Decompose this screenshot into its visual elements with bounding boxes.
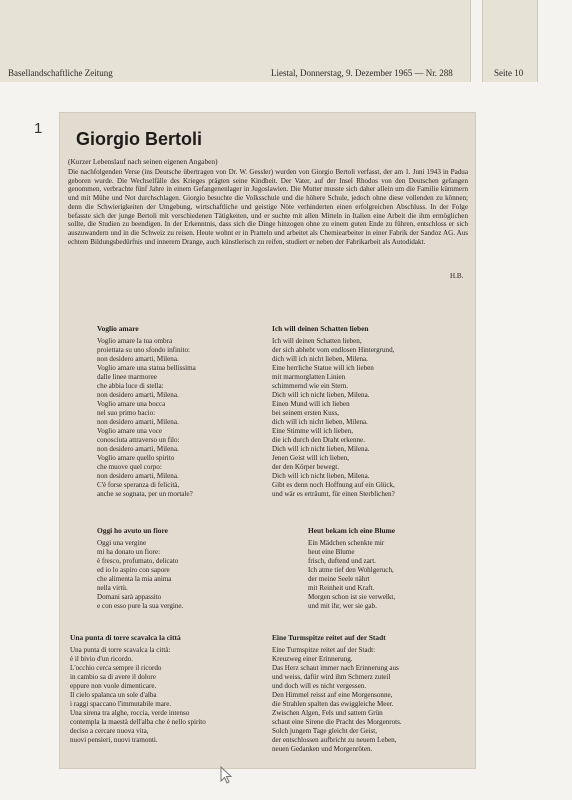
- poem-line: proiettata su uno sfondo infinito:: [97, 346, 190, 354]
- poem-line: non desidero amarti, Milena.: [97, 391, 179, 399]
- poem-line: schaut eine Sirene die Pracht des Morgenrots.: [272, 718, 402, 726]
- poem-line: frisch, duftend und zart.: [308, 557, 376, 565]
- poem-line: Una sirena tra alghe, roccia, verde intenso: [70, 709, 190, 717]
- poem-line: che alimenta la mia anima: [97, 575, 172, 583]
- poem-line: in cambio sa di avere il dolore: [70, 673, 156, 681]
- poem-line: mi ha donato un fiore:: [97, 548, 161, 556]
- mouse-cursor-icon: [220, 766, 234, 784]
- poem-line: mit marmorglatten Linien: [272, 373, 346, 381]
- poem-line: conosciuta attraverso un filo:: [97, 436, 180, 444]
- poem-line: Ich will deinen Schatten lieben,: [272, 337, 362, 345]
- poem-line: Eine Stimme will ich lieben,: [272, 427, 353, 435]
- poem-line: Voglio amare quello spirito: [97, 454, 175, 462]
- poem-line: Voglio amare la tua ombra: [97, 337, 173, 345]
- poem-line: Das Herz schaut immer nach Erinnerung aus: [272, 664, 399, 672]
- poem-line: che abbia luce di stella:: [97, 382, 164, 390]
- handwritten-page-number: 1: [34, 120, 43, 137]
- poem-line: L'occhio cerca sempre il ricordo: [70, 664, 162, 672]
- poem-line: nuovi pensieri, nuovi tramonti.: [70, 736, 158, 744]
- poem-line: C'è forse speranza di felicità,: [97, 481, 180, 489]
- poem-line: Jenen Geist will ich lieben,: [272, 454, 350, 462]
- poem-line: non desidero amarti, Milena.: [97, 445, 179, 453]
- poem-line: heut eine Blume: [308, 548, 355, 556]
- poem-line: und mit ihr, wer sie gab.: [308, 602, 377, 610]
- poem-body: [272, 337, 395, 499]
- poem-title: Heut bekam ich eine Blume: [308, 526, 396, 535]
- poem-line: Dich will ich nicht lieben, Milena.: [272, 391, 370, 399]
- poem-line: Dich will ich nicht lieben, Milena.: [272, 445, 370, 453]
- poem-line: Ich atme tief den Wohlgeruch,: [308, 566, 394, 574]
- poem-line: che muove quel corpo:: [97, 463, 162, 471]
- author-initials: H.B.: [450, 272, 464, 280]
- poem-line: schimmernd wie ein Stern.: [272, 382, 349, 390]
- biography-paragraph: Die nachfolgenden Verse (ins Deutsche übertragen von Dr. W. Gessler) wurden von Giorgio Bertoli verfasst, der am 1. Juni 1943 in Padua geboren wurde. Die Wechselfälle des Krieges prägten seine Kindheit. Der Vater, auf der Insel Rhodos von den Deutschen gefangen genommen, verbrachte fünf Jahre in einem Gefangenenlager in Jugoslawien. Die Mutter musste sich daher allein um die Familie kümmern und mit Mühe und Not durchschlagen. Giorgio besuchte die Volksschule und die höhere Schule, jedoch ohne diese vollenden zu können; denn die Schwierigkeiten der Umgebung, wirtschaftliche und geistige Nöte verhinderten einen erfolgreichen Abschluss. In der Folge befasste sich der junge Bertoli mit verschiedenen Tätigkeiten, und er suchte mit allen Mitteln in Italien eine Arbeit die ihm ermöglichen sollte, die Studien zu beendigen. In der Erkenntnis, dass sich die Dinge hinzogen ohne zu einem guten Ende zu führen, entschloss er sich auszuwandern und in die Schweiz zu reisen. Heute wohnt er in Pratteln und arbeitet als Chemiearbeiter in einer Fabrik der Sandoz AG. Aus echtem Bildungsbedürfnis und innerem Drange, auch künstlerisch zu reifen, studiert er neben der Fabrikarbeit als Autodidakt.: [68, 168, 468, 246]
- poem-line: und doch will es nicht vergessen.: [272, 682, 367, 690]
- poem-line: contempla la maestà dell'alba che è nello spirito: [70, 718, 206, 726]
- poem-line: Gibt es denn noch Hoffnung auf ein Glück,: [272, 481, 395, 489]
- poem-line: non desidero amarti, Milena.: [97, 355, 179, 363]
- newspaper-name: Basellandschaftliche Zeitung: [8, 68, 113, 78]
- poem-title: Ich will deinen Schatten lieben: [272, 324, 369, 333]
- poem-line: non desidero amarti, Milena.: [97, 472, 179, 480]
- poem-line: Voglio amare una voce: [97, 427, 163, 435]
- poem-line: die Strahlen spalten das ewiggleiche Meer.: [272, 700, 394, 708]
- poem-body: [272, 646, 402, 754]
- poem-line: e con esso pure la sua vergine.: [97, 602, 184, 610]
- poem-line: Voglio amare una statua bellissima: [97, 364, 196, 372]
- poem-line: Den Himmel reisst auf eine Morgensonne,: [272, 691, 393, 699]
- poem-title: Eine Turmspitze reitet auf der Stadt: [272, 633, 386, 642]
- poem-line: Solch jungem Tage gleicht der Geist,: [272, 727, 377, 735]
- poem-line: Einen Mund will ich lieben: [272, 400, 350, 408]
- poem-title: Voglio amare: [97, 324, 139, 333]
- poem-line: deciso a cercare nuova vita,: [70, 727, 149, 735]
- newspaper-dateline: Liestal, Donnerstag, 9. Dezember 1965 — Nr. 288: [271, 68, 453, 78]
- poem-line: mit Reinheit und Kraft.: [308, 584, 375, 592]
- poem-body: [70, 646, 206, 745]
- poem-title: Oggi ho avuto un fiore: [97, 526, 168, 535]
- poem-line: Domani sarà appassito: [97, 593, 162, 601]
- poem-line: Ein Mädchen schenkte mir: [308, 539, 385, 547]
- poem-line: und wär es erträumt, für einen Sterblichen?: [272, 490, 395, 498]
- poem-line: Morgen schon ist sie verwelkt,: [308, 593, 396, 601]
- poem-line: der meine Seele nährt: [308, 575, 370, 583]
- poem-line: die ich durch den Draht erkenne.: [272, 436, 365, 444]
- poem-line: anche se sognata, per un mortale?: [97, 490, 193, 498]
- poem-line: Eine Turmspitze reitet auf der Stadt:: [272, 646, 376, 654]
- poem-line: der sich abhebt vom endlosen Hintergrund,: [272, 346, 395, 354]
- poem-line: è fresco, profumato, delicato: [97, 557, 179, 565]
- poem-line: neuen Gedanken und Morgenröten.: [272, 745, 373, 753]
- clipping-subtitle: (Kurzer Lebenslauf nach seinen eigenen Angaben): [68, 157, 218, 166]
- poem-line: und weiss, dafür wird ihm Schmerz zuteil: [272, 673, 391, 681]
- poem-line: bei seinem ersten Kuss,: [272, 409, 339, 417]
- poem-line: non desidero amarti, Milena.: [97, 418, 179, 426]
- poem-title: Una punta di torre scavalca la città: [70, 633, 181, 642]
- clipping-title: Giorgio Bertoli: [76, 129, 202, 149]
- newspaper-page-label: Seite 10: [494, 68, 524, 78]
- poem-body: [97, 337, 196, 499]
- poem-line: dich will ich nicht lieben, Milena.: [272, 418, 368, 426]
- poem-line: nel suo primo bacio:: [97, 409, 156, 417]
- poem-line: ed io lo aspiro con sapore: [97, 566, 170, 574]
- poem-line: è il bivio d'un ricordo.: [70, 655, 133, 663]
- poem-line: dalle linee marmoree: [97, 373, 157, 381]
- poem-line: der den Körper bewegt.: [272, 463, 339, 471]
- poem-line: Oggi una vergine: [97, 539, 147, 547]
- poem-line: Eine herrliche Statue will ich lieben: [272, 364, 374, 372]
- poem-line: Il cielo spalanca un sole d'alba: [70, 691, 157, 699]
- poem-line: dich will ich nicht lieben, Milena.: [272, 355, 368, 363]
- poem-line: nella virtù.: [97, 584, 128, 592]
- poem-line: i raggi spaccano l'immutabile mare.: [70, 700, 172, 708]
- poem-line: Dich will ich nicht lieben, Milena.: [272, 472, 370, 480]
- poem-body: [308, 539, 395, 611]
- poem-line: der entschlossen aufbricht zu neuem Leben,: [272, 736, 397, 744]
- poem-line: eppure non vuole dimenticare.: [70, 682, 157, 690]
- poem-line: Zwischen Algen, Fels und sattem Grün: [272, 709, 383, 717]
- poem-line: Kreuzweg einer Erinnerung.: [272, 655, 353, 663]
- poem-body: [97, 539, 183, 611]
- poem-line: Una punta di torre scavalca la città:: [70, 646, 171, 654]
- poem-line: Voglio amare una bocca: [97, 400, 166, 408]
